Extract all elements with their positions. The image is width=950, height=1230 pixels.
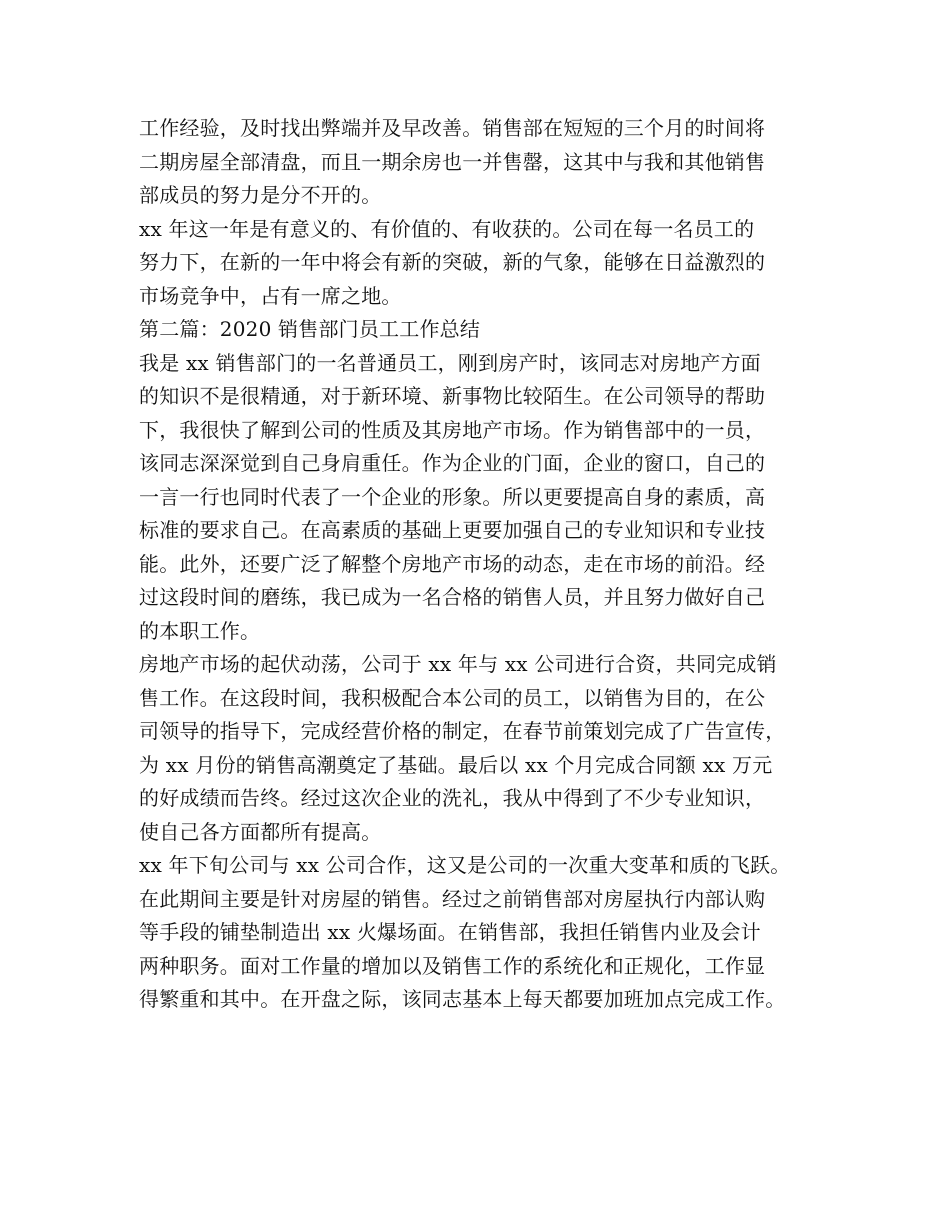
text-line: 工作经验，及时找出弊端并及早改善。销售部在短短的三个月的时间将 bbox=[139, 116, 766, 140]
text-line: 市场竞争中，占有一席之地。 bbox=[139, 283, 402, 308]
text-line: 在此期间主要是针对房屋的销售。经过之前销售部对房屋执行内部认购 bbox=[139, 886, 766, 911]
text-line: 标准的要求自己。在高素质的基础上更要加强自己的专业知识和专业技 bbox=[139, 518, 766, 542]
text-line: 两种职务。面对工作量的增加以及销售工作的系统化和正规化，工作显 bbox=[139, 953, 766, 978]
text-line: 我是 xx 销售部门的一名普通员工，刚到房产时，该同志对房地产方面 bbox=[139, 350, 761, 375]
text-line: 过这段时间的磨练，我已成为一名合格的销售人员，并且努力做好自己 bbox=[139, 585, 766, 609]
text-line: 下，我很快了解到公司的性质及其房地产市场。作为销售部中的一员， bbox=[139, 417, 766, 442]
text-line: 使自己各方面都所有提高。 bbox=[139, 819, 382, 844]
text-line: 努力下，在新的一年中将会有新的突破，新的气象，能够在日益激烈的 bbox=[139, 250, 766, 274]
text-line: 部成员的努力是分不开的。 bbox=[139, 183, 382, 207]
text-line: xx 年下旬公司与 xx 公司合作，这又是公司的一次重大变革和质的飞跃。 bbox=[139, 853, 791, 877]
text-line: xx 年这一年是有意义的、有价值的、有收获的。公司在每一名员工的 bbox=[139, 216, 755, 241]
text-line: 二期房屋全部清盘，而且一期余房也一并售罄，这其中与我和其他销售 bbox=[139, 149, 766, 174]
section-heading: 第二篇：2020 销售部门员工工作总结 bbox=[139, 317, 481, 341]
text-line: 该同志深深觉到自己身肩重任。作为企业的门面，企业的窗口，自己的 bbox=[139, 451, 766, 475]
text-line: 得繁重和其中。在开盘之际，该同志基本上每天都要加班加点完成工作。 bbox=[139, 987, 786, 1011]
text-line: 司领导的指导下，完成经营价格的制定，在春节前策划完成了广告宣传， bbox=[139, 719, 786, 743]
text-line: 房地产市场的起伏动荡，公司于 xx 年与 xx 公司进行合资，共同完成销 bbox=[139, 652, 777, 676]
text-line: 能。此外，还要广泛了解整个房地产市场的动态，走在市场的前沿。经 bbox=[139, 551, 766, 576]
text-line: 的好成绩而告终。经过这次企业的洗礼，我从中得到了不少专业知识， bbox=[139, 786, 766, 810]
text-line: 的知识不是很精通，对于新环境、新事物比较陌生。在公司领导的帮助 bbox=[139, 384, 766, 408]
text-line: 为 xx 月份的销售高潮奠定了基础。最后以 xx 个月完成合同额 xx 万元 bbox=[139, 752, 773, 777]
text-line: 一言一行也同时代表了一个企业的形象。所以更要提高自身的素质，高 bbox=[139, 484, 766, 509]
document-body bbox=[139, 112, 829, 1017]
text-line: 等手段的铺垫制造出 xx 火爆场面。在销售部，我担任销售内业及会计 bbox=[139, 920, 761, 944]
text-line: 的本职工作。 bbox=[139, 618, 261, 643]
text-line: 售工作。在这段时间，我积极配合本公司的员工，以销售为目的，在公 bbox=[139, 685, 766, 710]
